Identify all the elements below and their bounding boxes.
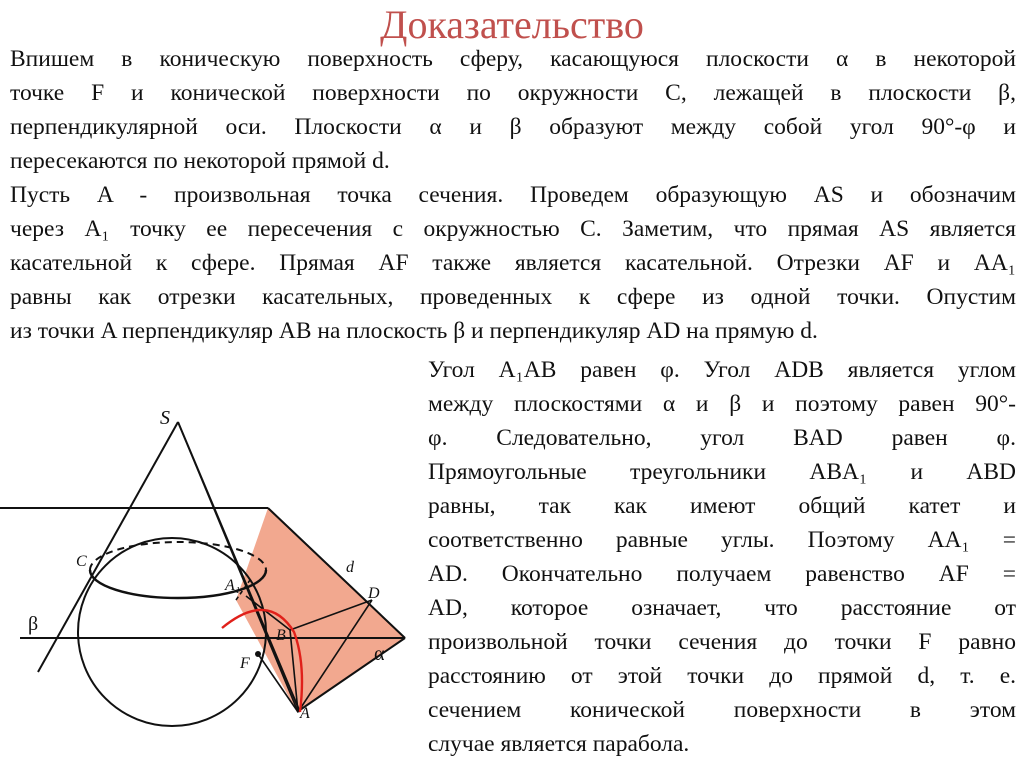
intro-line: точке F и конической поверхности по окружности C, лежащей в плоскости β, <box>10 80 1016 106</box>
page-title: Доказательство <box>380 2 644 47</box>
point-f <box>255 651 261 657</box>
label-alpha: α <box>374 643 385 665</box>
proof-line: Угол A₁AB равен φ. Угол ADB является углом <box>428 357 1016 383</box>
intro-line: из точки A перпендикуляр AB на плоскость β и перпендикуляр AD на прямую d. <box>10 318 818 344</box>
intro-line: пересекаются по некоторой прямой d. <box>10 148 390 174</box>
intro-line: перпендикулярной оси. Плоскости α и β образуют между собой угол 90°-φ и <box>10 114 1016 140</box>
intro-line: равны как отрезки касательных, проведенных к сфере из одной точки. Опустим <box>10 284 1016 310</box>
proof-line: соответственно равные углы. Поэтому AA₁ = <box>428 527 1016 553</box>
proof-line: φ. Следовательно, угол BAD равен φ. <box>428 425 1016 451</box>
label-s: S <box>160 407 170 429</box>
label-d-line: d <box>346 559 354 576</box>
proof-line: сечением конической поверхности в этом <box>428 697 1016 723</box>
label-d-point: D <box>368 585 380 602</box>
intro-line: Впишем в коническую поверхность сферу, касающуюся плоскости α в некоторой <box>10 46 1016 72</box>
proof-line: расстоянию от этой точки до прямой d, т. е. <box>428 663 1016 689</box>
proof-line: произвольной точки сечения до точки F равно <box>428 629 1016 655</box>
label-b: B <box>276 627 286 644</box>
intro-paragraph <box>10 42 1016 348</box>
proof-line: AD. Окончательно получаем равенство AF = <box>428 561 1016 587</box>
label-a1: A₁ <box>225 577 241 594</box>
proof-paragraph <box>428 353 1016 761</box>
cone-generator <box>38 422 178 672</box>
proof-line: между плоскостями α и β и поэтому равен 90°- <box>428 391 1016 417</box>
label-beta: β <box>28 613 39 635</box>
proof-line: равны, так как имеют общий катет и <box>428 493 1016 519</box>
proof-line: Прямоугольные треугольники ABA₁ и ABD <box>428 459 1016 485</box>
proof-line: случае является парабола. <box>428 731 690 757</box>
proof-line: AD, которое означает, что расстояние от <box>428 595 1016 621</box>
label-a: A <box>300 705 310 722</box>
intro-line: Пусть A - произвольная точка сечения. Проведем образующую AS и обозначим <box>10 182 1016 208</box>
intro-line: через A₁ точку ее пересечения с окружностью C. Заметим, что прямая AS является <box>10 216 1016 242</box>
label-f: F <box>240 655 250 672</box>
cone-sphere-figure <box>0 400 420 730</box>
label-c: C <box>76 553 87 570</box>
intro-line: касательной к сфере. Прямая AF также является касательной. Отрезки AF и AA₁ <box>10 250 1016 276</box>
